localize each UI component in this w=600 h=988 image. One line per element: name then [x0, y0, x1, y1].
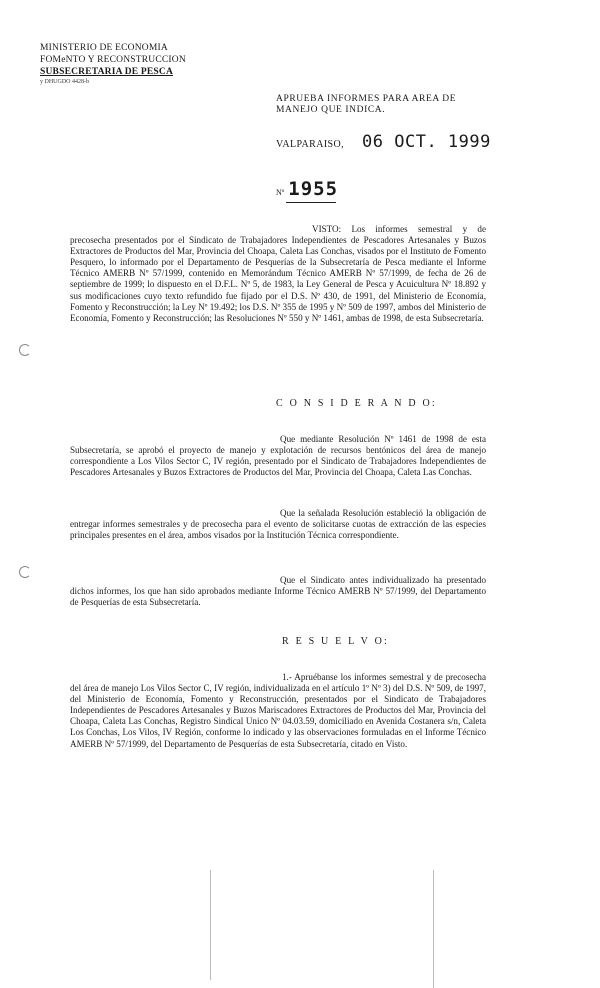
considerando-paragraph-1	[70, 434, 486, 478]
number-underline	[286, 202, 336, 203]
subsecretaria-name: SUBSECRETARIA DE PESCA	[40, 67, 174, 77]
resolution-subject: APRUEBA INFORMES PARA AREA DE MANEJO QUE INDICA.	[276, 94, 457, 115]
resolution-number	[276, 178, 338, 200]
resuelvo-text-1: 1.- Apruébanse los informes semestral y de precosecha del área de manejo Los Vilos Sector C, IV región, individualizada en el artículo 1º Nº 3) del D.S. Nº 509, de 1997, del Ministerio de Economía, Fomento y Reconstrucción, presentados por el Sindicato de Trabajadores Independientes de Pescadores Artesanales y Buzos Mariscadores Extractores de Productos del Mar, Provincia del Choapa, Caleta Las Conchas, Registro Sindical Unico Nº 04.03.59, domiciliado en Avenida Costanera s/n, Caleta Los Conchas, Los Vilos, IV Región, conforme lo indicado y las observaciones formuladas en el Informe Técnico AMERB Nº 57/1999, del Departamento de Pesquerías de esta Subsecretaría, citado en Visto.	[70, 672, 486, 749]
punch-hole-mark	[19, 344, 31, 356]
resuelvo-heading: R E S U E L V O:	[282, 636, 389, 647]
scan-artifact-line	[210, 870, 211, 980]
ministry-name: MINISTERIO DE ECONOMIA	[40, 43, 168, 53]
resuelvo-paragraph-1	[70, 672, 486, 750]
scan-artifact-line	[433, 870, 434, 988]
number-value: 1955	[288, 178, 339, 200]
considerando-paragraph-2	[70, 508, 486, 541]
letterhead	[40, 42, 220, 87]
visto-label: VISTO:	[312, 224, 342, 234]
place-label: VALPARAISO,	[276, 139, 345, 150]
considerando-text-3: Que el Sindicato antes individualizado ha presentado dichos informes, los que han sido aprobados mediante Informe Técnico AMERB Nº 57/1999, del Departamento de Pesquerías de esta Subsecretaría.	[70, 575, 486, 608]
visto-paragraph	[70, 224, 486, 324]
considerando-text-1: Que mediante Resolución Nº 1461 de 1998 de esta Subsecretaría, se aprobó el proyecto de manejo y explotación de recursos bentónicos del área de manejo correspondiente a Los Vilos Sector C, IV región, presentado por el Sindicato de Trabajadores Independientes de Pescadores Artesanales y Buzos Extractores de Productos del Mar, Provincia del Choapa, Caleta Las Conchas.	[70, 434, 486, 478]
considerando-paragraph-3	[70, 575, 486, 608]
considerando-text-2: Que la señalada Resolución estableció la obligación de entregar informes semestrales y de precosecha para el evento de solicitarse cuotas de extracción de las especies principales presentes en el área, ambos visados por la Institución Técnica correspondiente.	[70, 508, 486, 541]
date-stamp: 06 OCT. 1999	[362, 132, 491, 152]
file-stamp: y DHUGDO 4428-b	[40, 79, 89, 85]
place-and-date	[276, 132, 491, 152]
considerando-heading: C O N S I D E R A N D O:	[276, 398, 437, 409]
number-prefix: Nº	[276, 188, 285, 197]
punch-hole-mark	[19, 566, 31, 578]
ministry-subtitle: FOMeNTO Y RECONSTRUCCION	[40, 55, 186, 65]
visto-text: Los informes semestral y de precosecha presentados por el Sindicato de Trabajadores Independientes de Pescadores Artesanales y Buzos Extractores de Productos del Mar, Provincia del Choapa, Caleta Las Conchas, visados por el Instituto de Fomento Pesquero, lo informado por el Departamento de Pesquerías de la Subsecretaría de Pesca mediante el Informe Técnico AMERB Nº 57/1999, contenido en Memorándum Técnico AMERB Nº 57/1999, de fecha de 26 de septiembre de 1999; lo dispuesto en el D.F.L. Nº 5, de 1983, la Ley General de Pesca y Acuicultura Nº 18.892 y sus modificaciones cuyo texto refundido fue fijado por el D.S. Nº 430, de 1991, del Ministerio de Economía, Fomento y Reconstrucción; la Ley Nº 19.492; los D.S. Nº 355 de 1995 y Nº 509 de 1997, ambos del Ministerio de Economía, Fomento y Reconstrucción; las Resoluciones Nº 550 y Nº 1461, ambas de 1998, de esta Subsecretaría.	[70, 224, 487, 323]
